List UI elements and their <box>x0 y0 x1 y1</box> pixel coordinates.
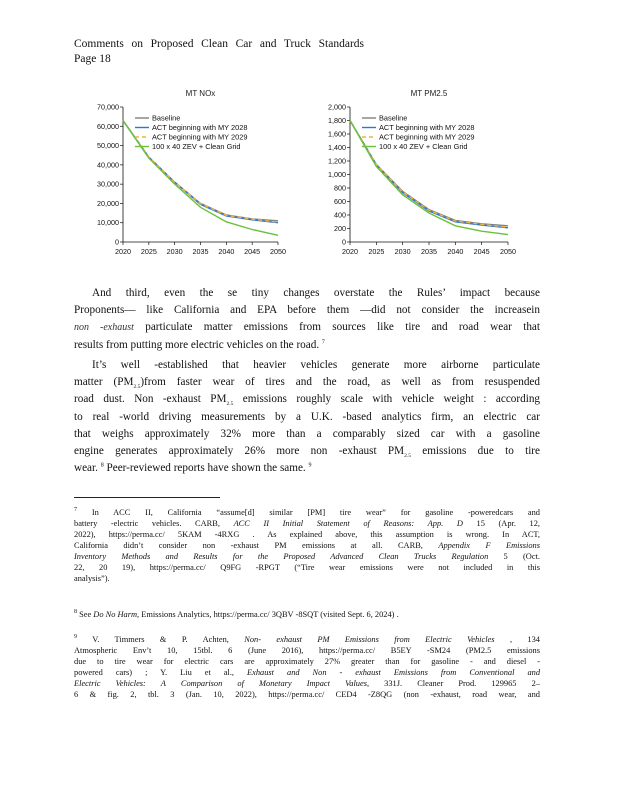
legend-label: 100 x 40 ZEV + Clean Grid <box>152 142 241 152</box>
y-tick-label: 800 <box>334 183 346 193</box>
p2-line-7 <box>74 460 540 477</box>
fn9-line-4 <box>74 667 540 678</box>
footnote-7 <box>74 507 540 584</box>
chart-title: MT NOx <box>185 89 216 98</box>
p1-line-4 <box>74 337 540 354</box>
fn9-l5b: , 331J. Cleaner Prod. 129965 2– <box>366 679 540 688</box>
pm-subscript: 2.5 <box>404 453 411 460</box>
paragraph-2 <box>74 357 540 477</box>
y-tick-label: 20,000 <box>97 198 119 208</box>
fn9-l5-italic: Electric Vehicles: A Comparison of Monetary Impact Values <box>74 679 367 688</box>
p2-line-6 <box>74 443 540 460</box>
fn9-l1b: , 134 <box>509 635 540 644</box>
footnote-divider <box>74 497 220 498</box>
p2-line-3 <box>74 391 540 408</box>
x-tick-label: 2025 <box>140 247 157 256</box>
x-tick-label: 2035 <box>421 247 437 256</box>
y-tick-label: 30,000 <box>97 179 119 189</box>
x-tick-label: 2045 <box>244 247 261 256</box>
fn9-l4-italic: Exhaust and Non - exhaust Emissions from Conventional and <box>247 668 541 677</box>
x-tick-label: 2030 <box>166 247 183 256</box>
y-tick-label: 70,000 <box>97 102 119 112</box>
y-tick-label: 1,400 <box>328 143 346 152</box>
y-tick-label: 2,000 <box>328 102 346 112</box>
fn9-line-6: 6 & fig. 2, tbl. 3 (Jan. 10, 2022), https://perma.cc/ CED4 -Z8QG (non -exhaust, road wear, and <box>74 690 540 699</box>
fn7-line-1 <box>74 507 540 518</box>
p2-l6a: engine generates approximately 26% more non -exhaust PM <box>74 445 405 458</box>
y-tick-label: 50,000 <box>97 141 119 151</box>
p1-line-2: Proponents— like California and EPA before them —did not consider the increasein <box>74 304 540 317</box>
p2-line-4: to real -world driving measurements by a U.K. -based analytics firm, an electric car <box>74 410 540 423</box>
y-tick-label: 40,000 <box>97 160 119 170</box>
fn8-number: 8 <box>74 609 77 616</box>
fn7-line-5 <box>74 551 540 562</box>
x-tick-label: 2030 <box>394 247 411 256</box>
fn7-l5-italic: Inventory Methods and Results for the Proposed Advanced Clean Trucks Regulation <box>74 552 489 561</box>
p2-l7a: wear. <box>74 462 98 475</box>
p2-line-1: It’s well -established that heavier vehicles generate more airborne particulate <box>92 359 540 371</box>
x-tick-label: 2020 <box>115 247 131 256</box>
pm-subscript: 2.5 <box>226 401 234 408</box>
fn7-l2b: 15 (Apr. 12, <box>476 519 541 528</box>
y-tick-label: 1,000 <box>328 170 346 179</box>
x-tick-label: 2020 <box>342 247 358 256</box>
footnote-ref-9[interactable]: 9 <box>308 462 312 469</box>
legend-label: ACT beginning with MY 2028 <box>152 123 248 133</box>
page-number: Page 18 <box>74 53 111 65</box>
y-tick-label: 1,600 <box>328 129 346 139</box>
p2-l6b: emissions due to tire <box>422 445 540 458</box>
y-tick-label: 10,000 <box>97 218 119 228</box>
y-tick-label: 1,200 <box>328 156 346 166</box>
p2-line-2 <box>74 374 540 391</box>
fn7-line-2 <box>74 518 540 529</box>
fn8-italic: Do No Harm <box>93 610 138 619</box>
fn9-number: 9 <box>74 634 77 641</box>
p2-l7b: Peer-reviewed reports have shown the same. <box>106 462 306 475</box>
legend-label: ACT beginning with MY 2029 <box>379 132 475 142</box>
fn7-line-3: 2022), https://perma.cc/ 5KAM -4RXG . As explained above, this assumption is wrong. In ACT, <box>74 530 540 539</box>
x-tick-label: 2035 <box>192 247 209 256</box>
fn8-line-1 <box>74 609 540 620</box>
chart-title: MT PM2.5 <box>410 89 448 98</box>
footnote-9 <box>74 634 540 700</box>
y-tick-label: 0 <box>115 237 119 247</box>
chart-2 <box>328 89 516 256</box>
fn9-line-2: Atmospheric Env’t 10, 15tbl. 6 (June 2016), https://perma.cc/ B5EY -SM24 (PM2.5 emissions <box>74 646 540 655</box>
p2-l3a: road dust. Non -exhaust PM <box>74 393 227 406</box>
paragraph-1 <box>74 285 540 354</box>
p2-l2b: )from faster wear of tires and the road, as well as from resuspended <box>140 376 540 389</box>
fn9-line-3: due to tire wear for electric cars are approximately 27% greater than for gasoline - and diesel - <box>74 657 540 666</box>
x-tick-label: 2040 <box>218 247 235 256</box>
y-tick-label: 200 <box>334 224 346 233</box>
p1-italic: non -exhaust <box>74 322 134 334</box>
p2-line-5: that weighs approximately 32% more than a comparably sized car with a gasoline <box>74 427 540 440</box>
x-tick-label: 2050 <box>270 247 286 256</box>
x-tick-label: 2045 <box>473 247 490 256</box>
x-tick-label: 2025 <box>368 247 385 256</box>
y-tick-label: 0 <box>342 237 346 247</box>
fn7-l1: In ACC II, California “assume[d] similar [PM] tire wear” for gasoline -poweredcars and <box>91 508 540 517</box>
legend-label: Baseline <box>152 113 181 123</box>
legend-label: ACT beginning with MY 2029 <box>152 132 248 142</box>
fn7-line-7: analysis”). <box>74 574 110 583</box>
footnote-8 <box>74 609 540 620</box>
x-tick-label: 2040 <box>447 247 464 256</box>
charts-figure <box>80 86 530 266</box>
fn7-line-6: 22, 20 19), https://perma.cc/ Q9FG -RPGT (“Tire wear emissions were not included in this <box>74 563 540 572</box>
fn8-a: See <box>79 610 92 619</box>
p1-line-3 <box>74 319 540 336</box>
fn9-line-5 <box>74 678 540 689</box>
chart-1 <box>97 89 286 256</box>
page-header <box>74 37 364 52</box>
fn7-l2a: battery -electric vehicles. CARB, <box>74 519 220 528</box>
y-tick-label: 1,800 <box>328 116 346 125</box>
footnote-ref-7[interactable]: 7 <box>321 338 325 345</box>
y-tick-label: 600 <box>334 197 346 206</box>
fn7-number: 7 <box>74 507 77 514</box>
fn8-b: , Emissions Analytics, https://perma.cc/ 3QBV -8SQT (visited Sept. 6, 2024) . <box>137 610 399 619</box>
fn9-l1-italic: Non- exhaust PM Emissions from Electric Vehicles <box>244 635 495 644</box>
y-tick-label: 60,000 <box>97 121 119 131</box>
y-tick-label: 400 <box>334 210 346 220</box>
p1-line-4-text: results from putting more electric vehicles on the road. <box>74 338 320 351</box>
fn7-l4a: California didn’t consider non -exhaust PM emissions at all. CARB, <box>74 541 423 550</box>
fn7-l4-italic: Appendix F Emissions <box>438 541 540 550</box>
p1-line-3-text: particulate matter emissions from sources like tire and road wear that <box>133 321 540 334</box>
legend-label: ACT beginning with MY 2028 <box>379 123 475 133</box>
p2-l2a: matter (PM <box>74 376 134 389</box>
pm-subscript: 2.5 <box>133 384 141 391</box>
header-title: Comments on Proposed Clean Car and Truck Standards <box>74 38 364 50</box>
fn9-l4a: powered cars) ; Y. Liu et al., <box>74 668 235 677</box>
fn7-line-4 <box>74 540 540 551</box>
fn7-l2-italic: ACC II Initial Statement of Reasons: App. D <box>233 519 463 528</box>
footnote-ref-8[interactable]: 8 <box>100 462 104 469</box>
fn9-line-1 <box>74 634 540 645</box>
p2-l3b: emissions roughly scale with vehicle weight : according <box>242 393 541 406</box>
legend-label: Baseline <box>379 113 408 123</box>
fn7-l5b: 5 (Oct. <box>503 552 540 561</box>
legend-label: 100 x 40 ZEV + Clean Grid <box>379 142 468 152</box>
x-tick-label: 2050 <box>500 247 516 256</box>
fn9-l1a: V. Timmers & P. Achten, <box>92 635 229 644</box>
p1-line-1: And third, even the se tiny changes overstate the Rules’ impact because <box>92 287 540 299</box>
